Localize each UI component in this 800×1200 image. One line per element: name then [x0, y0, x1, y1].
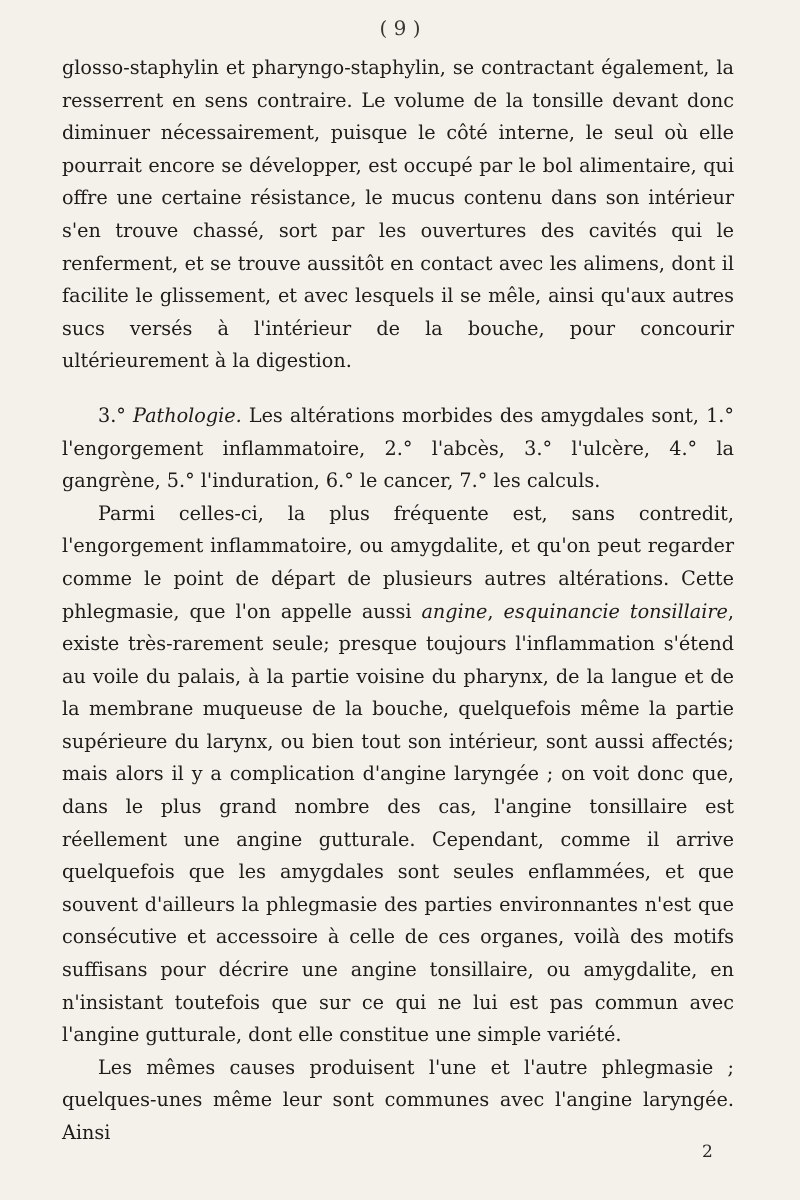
- amygdalite-text-b: , existe très-rarement seule; presque toujours l'inflammation s'étend au voile du palais, à la partie voisine du pharynx, de la langue et de la membrane muqueuse de la bouche, quelquefois même la partie supérieure du larynx, ou bien tout son intérieur, sont aussi affectés; mais alors il y a complication d'angine laryngée ; on voit donc que, dans le plus grand nombre des cas, l'angine tonsillaire est réellement une angine gutturale. Cependant, comme il arrive quelquefois que les amygdales sont seules enflammées, et que souvent d'ailleurs la phlegmasie des parties environnantes n'est que consécutive et accessoire à celle de ces organes, voilà des motifs suffisans pour décrire une angine tonsillaire, ou amygdalite, en n'insistant toutefois que sur ce qui ne lui est pas commun avec l'angine gutturale, dont elle constitue une simple variété.: [62, 599, 734, 1047]
- text-block: [62, 52, 734, 1150]
- paragraph-pathology-intro: [62, 400, 734, 498]
- paragraph-physiology-end: glosso-staphylin et pharyngo-staphylin, se contractant également, la resserrent en sens contraire. Le volume de la tonsille devant donc diminuer nécessairement, puisque le côté interne, le seul où elle pourrait encore se développer, est occupé par le bol alimentaire, qui offre une certaine résistance, le mucus contenu dans son intérieur s'en trouve chassé, sort par les ouvertures des cavités qui le renferment, et se trouve aussitôt en contact avec les alimens, dont il facilite le glissement, et avec lesquels il se mêle, ainsi qu'aux autres sucs versés à l'intérieur de la bouche, pour concourir ultérieurement à la digestion.: [62, 56, 734, 373]
- page-number: ( 9 ): [379, 16, 421, 40]
- section-number: 3.°: [98, 403, 134, 427]
- amygdalite-text-a: Parmi celles-ci, la plus fréquente est, sans contredit, l'engorgement inflammatoire, ou amygdalite, et qu'on peut regarder comme le point de départ de plusieurs autres altérations. Cette phlegmasie, que l'on appelle aussi: [62, 501, 734, 623]
- term-angine: angine: [421, 599, 488, 623]
- term-esquinancie-tonsillaire: esquinancie tonsillaire: [503, 599, 728, 623]
- pathology-list-text: Les altérations morbides des amygdales sont, 1.° l'engorgement inflammatoire, 2.° l'abcès, 3.° l'ulcère, 4.° la gangrène, 5.° l'induration, 6.° le cancer, 7.° les calculs.: [62, 403, 734, 493]
- term-separator: ,: [487, 599, 504, 623]
- section-title-pathologie: Pathologie.: [133, 403, 242, 427]
- paragraph-causes: Les mêmes causes produisent l'une et l'autre phlegmasie ; quelques-unes même leur sont communes avec l'angine laryngée. Ainsi: [62, 1055, 734, 1144]
- paragraph-amygdalite: [62, 498, 734, 1052]
- signature-mark: 2: [702, 1142, 713, 1162]
